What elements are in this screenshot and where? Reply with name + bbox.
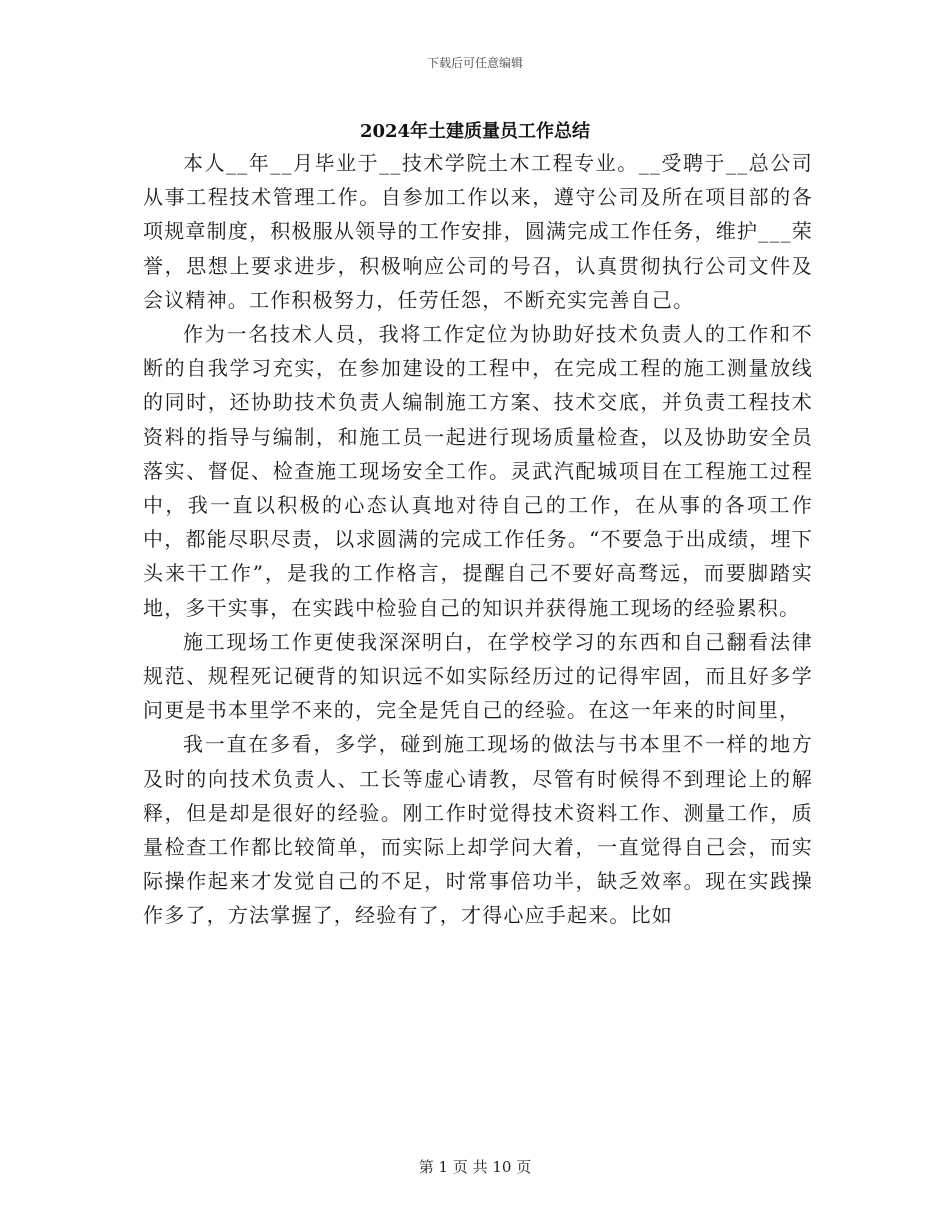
document-title: 2024年土建质量员工作总结 [359,121,591,142]
paragraph-4: 我一直在多看，多学，碰到施工现场的做法与书本里不一样的地方及时的向技术负责人、工长等虚心请教，尽管有时候得不到理论上的解释，但是却是很好的经验。刚工作时觉得技术资料工作、测量工作，质量检查工作都比较简单，而实际上却学问大着，一直觉得自己会，而实际操作起来才发觉自己的不足，时常事倍功半，缺乏效率。现在实践操作多了，方法掌握了，经验有了，才得心应手起来。比如 [143,732,813,928]
page-number-footer: 第 1 页 共 10 页 [418,1158,532,1176]
paragraph-1: 本人__年__月毕业于__技术学院土木工程专业。__受聘于__总公司从事工程技术管理工作。自参加工作以来，遵守公司及所在项目部的各项规章制度，积极服从领导的工作安排，圆满完成工作任务，维护___荣誉，思想上要求进步，积极响应公司的号召，认真贯彻执行公司文件及会议精神。工作积极努力，任劳任怨，不断充实完善自己。 [143,151,813,312]
document-body [143,146,813,933]
paragraph-3: 施工现场工作更使我深深明白，在学校学习的东西和自己翻看法律规范、规程死记硬背的知识远不如实际经历过的记得牢固，而且好多学问更是书本里学不来的，完全是凭自己的经验。在这一年来的时间里， [143,629,813,723]
paragraph-2: 作为一名技术人员，我将工作定位为协助好技术负责人的工作和不断的自我学习充实，在参加建设的工程中，在完成工程的施工测量放线的同时，还协助技术负责人编制施工方案、技术交底，并负责工程技术资料的指导与编制，和施工员一起进行现场质量检查，以及协助安全员落实、督促、检查施工现场安全工作。灵武汽配城项目在工程施工过程中，我一直以积极的心态认真地对待自己的工作，在从事的各项工作中，都能尽职尽责，以求圆满的完成工作任务。“不要急于出成绩，埋下头来干工作”，是我的工作格言，提醒自己不要好高骛远，而要脚踏实地，多干实事，在实践中检验自己的知识并获得施工现场的经验累积。 [143,322,813,620]
page-header-note: 下载后可任意编辑 [426,56,523,70]
